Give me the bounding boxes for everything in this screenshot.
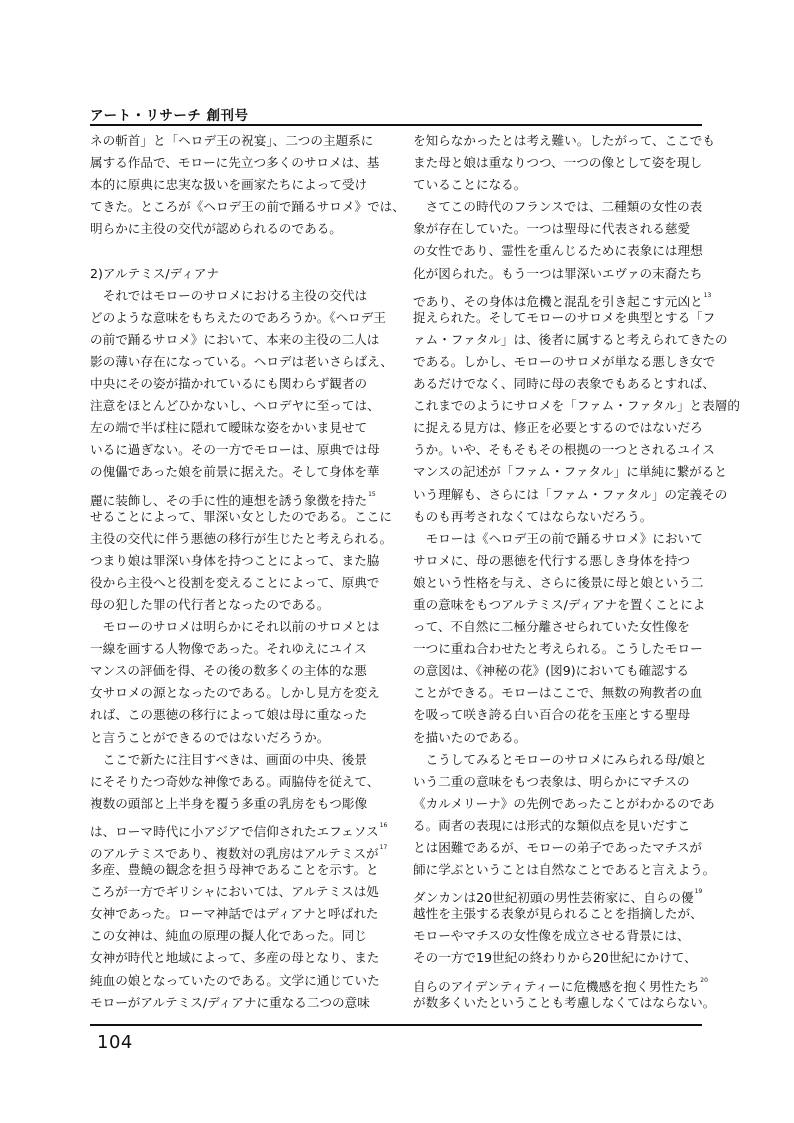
text-line	[90, 439, 378, 461]
text-line	[90, 528, 393, 550]
text-line	[413, 881, 703, 906]
text-line-content: 捉えられた。そしてモローのサロメを典型とする「フ	[413, 309, 716, 325]
right-column	[413, 130, 740, 1014]
text-line-content: のアルテミスであり、複数対の乳房はアルテミスが	[90, 846, 379, 861]
text-line-content: の傀儡であった娘を前景に据えた。そして身体を華	[90, 464, 380, 480]
text-line-content: 中央にその姿が描かれているにも関わらず観者の	[90, 376, 368, 392]
text-line-content: ことができる。モローはここで、無数の殉教者の血	[413, 685, 703, 701]
text-line-content: 師に学ぶということは自然なことであると言えよう。	[413, 862, 716, 878]
text-line-content: つまり娘は罪深い身体を持つことによって、また脇	[90, 552, 380, 568]
text-line	[413, 439, 715, 461]
text-line	[90, 461, 378, 483]
text-line-content: いう理解も、さらには「ファム・ファタル」の定義その	[413, 486, 728, 502]
text-line-content: の女性であり、霊性を重んじるために表象には理想	[413, 243, 703, 259]
text-line	[413, 793, 715, 815]
text-line	[90, 682, 378, 704]
text-line-content: 一線を画する人物像であった。それゆえにユイス	[90, 641, 367, 657]
text-line-content: である。しかし、モローのサロメが単なる悪しき女で	[413, 353, 716, 369]
text-line	[413, 704, 701, 726]
text-line-content: ァム・ファタル」は、後者に属すると考えられてきたの	[413, 331, 728, 347]
text-line-content: 母の犯した罪の代行者となったのである。	[90, 596, 330, 612]
text-line-content: の意図は、《神秘の花》(図9)においても確認する	[413, 663, 690, 679]
text-line	[90, 395, 378, 417]
text-line	[90, 594, 378, 616]
text-line-content: マンスの評価を得、その後の数多くの主体的な悪	[90, 663, 367, 679]
text-line	[413, 240, 701, 262]
text-line-content: 化が図られた。もう一つは罪深いエヴァの末裔たち	[413, 265, 703, 281]
text-line	[90, 992, 378, 1014]
text-line-content: 明らかに主役の交代が認められるのである。	[90, 221, 342, 237]
text-line-content: 娘という性格を与え、さらに後景に母と娘という二	[413, 574, 704, 590]
text-line-content: 越性を主張する表象が見られることを指摘したが、	[413, 906, 703, 922]
text-line-content: にそそりたつ奇妙な神像である。両脇侍を従えて、	[90, 773, 380, 789]
text-line-content: は、ローマ時代に小アジアで信仰されたエフェソス	[90, 823, 379, 839]
text-line-content: また母と娘は重なりつつ、一つの像として姿を現し	[413, 155, 703, 171]
text-line	[413, 329, 728, 351]
text-line	[413, 484, 728, 506]
text-line-content: 女神が時代と地域によって、多産の母となり、また	[90, 950, 380, 966]
text-line	[413, 528, 701, 550]
text-line-content: を吸って咲き誇る白い百合の花を玉座とする聖母	[413, 707, 691, 723]
text-line-content: 重の意味をもつアルテミス/ディアナを置くことによ	[413, 596, 706, 612]
text-line	[413, 727, 701, 749]
text-line	[90, 970, 378, 992]
text-line-content: と言うことができるのではないだろうか。	[90, 729, 330, 745]
text-line-content: る。両者の表現には形式的な類似点を見いだすこ	[413, 817, 691, 833]
text-line	[90, 771, 378, 793]
text-line	[90, 174, 378, 196]
text-line-content: ていることになる。	[413, 177, 527, 193]
text-line-content: って、不自然に二極分離させられていた女性像を	[413, 619, 690, 635]
text-line	[90, 881, 378, 903]
running-header	[90, 104, 702, 126]
text-line	[90, 837, 388, 861]
text-line-content: 麗に装飾し、その手に性的連想を誘う象徴を持た	[90, 492, 368, 508]
text-line	[413, 815, 701, 837]
text-line-content: さてこの時代のフランスでは、二種類の女性の表	[413, 199, 703, 215]
footnote-marker: 17	[379, 844, 388, 851]
text-line	[413, 859, 716, 881]
text-line-content: サロメに、母の悪徳を代行する悪しき身体を持つ	[413, 552, 691, 568]
header-rule	[90, 124, 702, 126]
text-line	[90, 240, 378, 262]
text-line	[90, 152, 378, 174]
text-line	[90, 947, 378, 969]
text-line	[90, 263, 378, 285]
journal-title: アート・リサーチ 創刊号	[90, 108, 249, 124]
text-line	[413, 417, 701, 439]
footnote-marker: 20	[700, 976, 708, 984]
text-line	[413, 594, 706, 616]
text-line-content: モローやマチスの女性像を成立させる背景には、	[413, 928, 690, 944]
text-line	[413, 461, 727, 483]
text-line-content: ころが一方でギリシャにおいては、アルテミスは処	[90, 884, 379, 900]
text-line-content: モローは《ヘロデ王の前で踊るサロメ》において	[413, 530, 703, 546]
text-line-content: いるに過ぎない。その一方でモローは、原典では母	[90, 442, 380, 458]
text-line	[413, 218, 701, 240]
text-line	[413, 660, 701, 682]
text-line	[413, 174, 701, 196]
footnote-marker: 15	[368, 490, 376, 498]
text-line	[413, 351, 716, 373]
text-line-content: 《カルメリーナ》の先例であったことがわかるのであ	[413, 795, 715, 811]
text-line	[90, 196, 405, 218]
text-line	[90, 638, 378, 660]
text-line	[90, 218, 378, 240]
text-line-content: あるだけでなく、同時に母の表象でもあるとすれば、	[413, 376, 715, 392]
text-line-content: 一つに重ね合わせたと考えられる。こうしたモロー	[413, 641, 703, 657]
text-line	[90, 859, 378, 881]
text-line-content: てきた。ところが《ヘロデ王の前で踊るサロメ》では、	[90, 199, 405, 215]
text-line	[90, 417, 378, 439]
text-line	[413, 616, 701, 638]
text-line-content: モローのサロメは明らかにそれ以前のサロメとは	[90, 619, 380, 635]
text-line-content: 象が存在していた。一つは聖母に代表される慈愛	[413, 221, 691, 237]
text-line	[90, 903, 378, 925]
text-line	[413, 992, 716, 1014]
text-line	[413, 925, 701, 947]
page-number: 104	[97, 1032, 133, 1053]
text-line-content: ネの斬首」と「ヘロデ王の祝宴」、二つの主題系に	[90, 133, 374, 148]
text-line	[90, 793, 378, 815]
text-line-content: が数多くいたということも考慮しなくてはならない。	[413, 994, 716, 1010]
text-line-content: 役から主役へと役割を変えることによって、原典で	[90, 574, 380, 590]
text-line	[90, 550, 378, 572]
text-line	[413, 152, 701, 174]
text-line	[413, 771, 701, 793]
text-line-content: 属する作品で、モローに先立つ多くのサロメは、基	[90, 155, 380, 171]
text-line	[90, 616, 378, 638]
text-line	[413, 682, 701, 704]
footnote-marker: 16	[379, 821, 388, 829]
text-line	[90, 925, 378, 947]
text-line-content: この女神は、純血の原理の擬人化であった。同じ	[90, 928, 367, 944]
text-line	[413, 638, 701, 660]
text-line	[90, 815, 388, 839]
text-line	[90, 307, 386, 329]
text-line-content: 多産、豊饒の観念を担う母神であることを示す。と	[90, 862, 379, 878]
text-line	[90, 373, 378, 395]
text-line	[413, 130, 715, 152]
text-line-content: 主役の交代に伴う悪徳の移行が生じたと考えられる。	[90, 530, 393, 546]
text-line-content: いう二重の意味をもつ表象は、明らかにマチスの	[413, 773, 690, 789]
text-line-content: 女サロメの源となったのである。しかし見方を変え	[90, 685, 380, 701]
text-line	[413, 749, 707, 771]
text-line-content: の前で踊るサロメ》において、本来の主役の二人は	[90, 331, 380, 347]
footnote-marker: 19	[694, 888, 703, 896]
text-line	[413, 572, 704, 594]
text-line-content: どのような意味をもちえたのであろうか。《ヘロデ王	[90, 309, 386, 325]
text-line	[413, 550, 701, 572]
text-line-content: とは困難であるが、モローの弟子であったマチスが	[413, 840, 703, 855]
text-line-content: これまでのようにサロメを「ファム・ファタル」と表層的	[413, 398, 740, 414]
text-line	[413, 196, 701, 218]
text-line-content: 注意をほとんどひかないし、ヘロデヤに至っては、	[90, 398, 380, 414]
text-line-content: を知らなかったとは考え難い。したがって、ここでも	[413, 133, 715, 148]
text-line-content: を描いたのである。	[413, 729, 527, 745]
text-line	[413, 903, 701, 925]
text-line	[413, 395, 740, 417]
text-line	[90, 130, 378, 152]
text-line-content: 左の端で半ば柱に隠れて曖昧な姿をかいま見せて	[90, 420, 368, 436]
text-line	[413, 373, 715, 395]
text-line	[90, 329, 378, 351]
text-line-content: ダンカンは20世紀初頭の男性芸術家に、自らの優	[413, 890, 694, 906]
text-line-content: 本的に原典に忠実な扱いを画家たちによって受け	[90, 177, 368, 193]
text-line-content: こうしてみるとモローのサロメにみられる母/娘と	[413, 751, 707, 767]
left-column	[90, 130, 405, 1014]
text-line	[90, 660, 378, 682]
text-line	[90, 285, 378, 307]
text-line	[90, 351, 394, 373]
text-line	[90, 727, 378, 749]
text-line-content: 自らのアイデンティティーに危機感を抱く男性たち	[413, 978, 700, 994]
text-line-content: れば、この悪徳の移行によって娘は母に重なった	[90, 707, 368, 723]
text-line-content: それではモローのサロメにおける主役の交代は	[90, 287, 368, 303]
text-line-content: ここで新たに注目すべきは、画面の中央、後景	[90, 751, 367, 767]
text-line	[413, 947, 701, 969]
text-line-content: モローがアルテミス/ディアナに重なる二つの意味	[90, 994, 370, 1010]
text-line-content: 純血の娘となっていたのである。文学に通じていた	[90, 972, 380, 988]
text-line	[413, 837, 701, 859]
text-line	[90, 704, 378, 726]
text-line	[413, 263, 701, 285]
text-line	[90, 572, 378, 594]
footer-rule	[90, 1024, 702, 1026]
text-line-content: うか。いや、そもそもその根拠の一つとされるユイス	[413, 442, 715, 458]
text-line-content: せることによって、罪深い女としたのである。ここに	[90, 508, 392, 524]
text-line	[413, 307, 716, 329]
text-line-content: ものも再考されなくてはならないだろう。	[413, 508, 653, 524]
text-line-content: 女神であった。ローマ神話ではディアナと呼ばれた	[90, 906, 379, 922]
text-line	[90, 506, 392, 528]
text-line-content: であり、その身体は危機と混乱を引き起こす元凶と	[413, 293, 703, 309]
text-line	[413, 970, 708, 994]
text-line-content: 2)アルテミス/ディアナ	[90, 265, 220, 281]
text-line-content: その一方で19世紀の終わりから20世紀にかけて、	[413, 950, 697, 966]
text-line	[413, 506, 701, 528]
text-line-content: に捉える見方は、修正を必要とするのではないだろ	[413, 420, 703, 436]
text-line	[90, 484, 378, 506]
footnote-marker: 13	[703, 291, 712, 299]
text-line-content: 影の薄い存在になっている。ヘロデは老いさらばえ、	[90, 353, 394, 369]
text-line	[413, 285, 712, 309]
text-line-content: マンスの記述が「ファム・ファタル」に単純に繋がると	[413, 464, 727, 480]
text-line	[90, 749, 378, 771]
text-line-content: 複数の頭部と上半身を覆う多重の乳房をもつ彫像	[90, 795, 368, 811]
